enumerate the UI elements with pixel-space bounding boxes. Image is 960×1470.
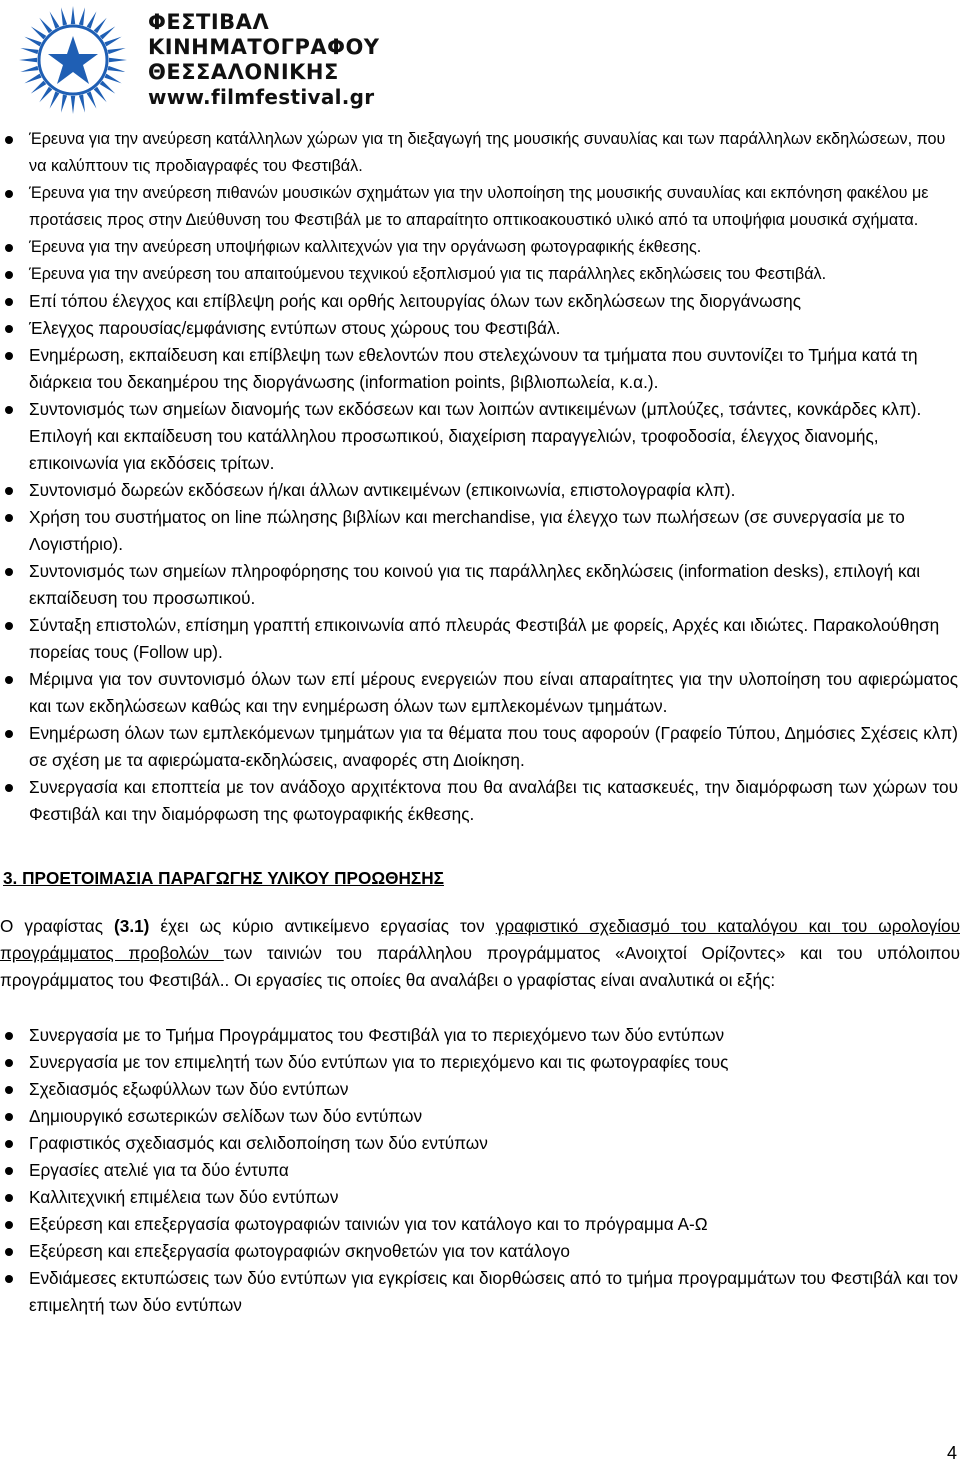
list-item: Γραφιστικός σχεδιασμός και σελιδοποίηση των δύο εντύπων xyxy=(0,1130,960,1157)
list-item: Επί τόπου έλεγχος και επίβλεψη ροής και ορθής λειτουργίας όλων των εκδηλώσεων της διοργάνωσης xyxy=(0,288,960,315)
list-item: Συνεργασία και εποπτεία με τον ανάδοχο αρχιτέκτονα που θα αναλάβει τις κατασκευές, την διαμόρφωση των χώρων του Φεστιβάλ και την διαμόρφωση της φωτογραφικής έκθεσης. xyxy=(0,774,960,828)
tasks-list xyxy=(0,126,960,828)
section-heading: 3. ΠΡΟΕΤΟΙΜΑΣΙΑ ΠΑΡΑΓΩΓΗΣ ΥΛΙΚΟΥ ΠΡΟΩΘΗΣΗΣ xyxy=(3,868,444,888)
logo-line-3: ΘΕΣΣΑΛΟΝΙΚΗΣ xyxy=(148,60,339,84)
list-item: Χρήση του συστήματος on line πώλησης βιβλίων και merchandise, για έλεγχο των πωλήσεων (σε συνεργασία με το Λογιστήριο). xyxy=(0,504,960,558)
list-item: Έλεγχος παρουσίας/εμφάνισης εντύπων στους χώρους του Φεστιβάλ. xyxy=(0,315,960,342)
list-item: Εξεύρεση και επεξεργασία φωτογραφιών ταινιών για τον κατάλογο και το πρόγραμμα Α-Ω xyxy=(0,1211,960,1238)
paragraph-ref: (3.1) xyxy=(114,916,150,936)
list-item: Καλλιτεχνική επιμέλεια των δύο εντύπων xyxy=(0,1184,960,1211)
list-item: Ενημέρωση, εκπαίδευση και επίβλεψη των εθελοντών που στελεχώνουν τα τμήματα που συντονίζει το Τμήμα κατά τη διάρκεια του δεκαημέρου της διοργάνωσης (information points, βιβλιοπωλεία, κ.α.). xyxy=(0,342,960,396)
list-item: Εξεύρεση και επεξεργασία φωτογραφιών σκηνοθετών για τον κατάλογο xyxy=(0,1238,960,1265)
list-item: Δημιουργικό εσωτερικών σελίδων των δύο εντύπων xyxy=(0,1103,960,1130)
designer-tasks-list xyxy=(0,1022,960,1319)
paragraph-underlined: γραφιστικό σχεδιασμό του καταλόγου και του ωρολογίου προγράμματος προβολών xyxy=(0,916,960,963)
page-number: 4 xyxy=(946,1443,957,1463)
list-item: Σύνταξη επιστολών, επίσημη γραπτή επικοινωνία από πλευράς Φεστιβάλ με φορείς, Αρχές και ιδιώτες. Παρακολούθηση πορείας τους (Follow up). xyxy=(0,612,960,666)
section-paragraph xyxy=(0,913,960,994)
document-body xyxy=(0,126,960,1319)
list-item: Ενδιάμεσες εκτυπώσεις των δύο εντύπων για εγκρίσεις και διορθώσεις από το τμήμα προγραμμάτων του Φεστιβάλ και τον επιμελητή των δύο εντύπων xyxy=(0,1265,960,1319)
list-item: Μέριμνα για τον συντονισμό όλων των επί μέρους ενεργειών που είναι απαραίτητες για την υλοποίηση του αφιερώματος και των εκδηλώσεων καθώς και την ενημέρωση όλων των εμπλεκομένων τμημάτων. xyxy=(0,666,960,720)
list-item: Σχεδιασμός εξωφύλλων των δύο εντύπων xyxy=(0,1076,960,1103)
logo-wordmark xyxy=(148,10,380,110)
list-item: Ενημέρωση όλων των εμπλεκόμενων τμημάτων για τα θέματα που τους αφορούν (Γραφείο Τύπου, Δημόσιες Σχέσεις κλπ) σε σχέση με τα αφιερώματα-εκδηλώσεις, αναφορές στη Διοίκηση. xyxy=(0,720,960,774)
list-item: Έρευνα για την ανεύρεση πιθανών μουσικών σχημάτων για την υλοποίηση της μουσικής συναυλίας και εκπόνηση φακέλου με προτάσεις προς στην Διεύθυνση του Φεστιβάλ με το απαραίτητο οπτικοακουστικό υλικό από τα υποψήφια μουσικά σχήματα. xyxy=(0,180,960,234)
festival-logo xyxy=(14,6,380,116)
list-item: Εργασίες ατελιέ για τα δύο έντυπα xyxy=(0,1157,960,1184)
list-item: Έρευνα για την ανεύρεση κατάλληλων χώρων για τη διεξαγωγή της μουσικής συναυλίας και των παράλληλων εκδηλώσεων, που να καλύπτουν τις προδιαγραφές του Φεστιβάλ. xyxy=(0,126,960,180)
list-item: Συντονισμό δωρεών εκδόσεων ή/και άλλων αντικειμένων (επικοινωνία, επιστολογραφία κλπ). xyxy=(0,477,960,504)
paragraph-text-2: έχει ως κύριο αντικείμενο εργασίας τον xyxy=(149,916,496,936)
paragraph-text-3: των ταινιών του παράλληλου προγράμματος «Ανοιχτοί Ορίζοντες» και του υπόλοιπου προγράμματος του Φεστιβάλ.. Οι εργασίες τις οποίες θα αναλάβει ο γραφίστας είναι αναλυτικά οι εξής: xyxy=(0,943,960,990)
logo-line-2: ΚΙΝΗΜΑΤΟΓΡΑΦΟΥ xyxy=(148,35,380,59)
list-item: Συντονισμός των σημείων διανομής των εκδόσεων και των λοιπών αντικειμένων (μπλούζες, τσάντες, κονκάρδες κλπ). Επιλογή και εκπαίδευση του κατάλληλου προσωπικού, διαχείριση παραγγελιών, τροφοδοσία, έλεγχος διανομής, επικοινωνία για εκδόσεις τρίτων. xyxy=(0,396,960,477)
list-item: Έρευνα για την ανεύρεση του απαιτούμενου τεχνικού εξοπλισμού για τις παράλληλες εκδηλώσεις του Φεστιβάλ. xyxy=(0,261,960,288)
list-item: Συνεργασία με το Τμήμα Προγράμματος του Φεστιβάλ για το περιεχόμενο των δύο εντύπων xyxy=(0,1022,960,1049)
paragraph-text-1: Ο γραφίστας xyxy=(0,916,115,936)
list-item: Συντονισμός των σημείων πληροφόρησης του κοινού για τις παράλληλες εκδηλώσεις (information desks), επιλογή και εκπαίδευση του προσωπικού. xyxy=(0,558,960,612)
logo-url: www.filmfestival.gr xyxy=(148,85,375,109)
list-item: Συνεργασία με τον επιμελητή των δύο εντύπων για το περιεχόμενο και τις φωτογραφίες τους xyxy=(0,1049,960,1076)
festival-logo-emblem-icon xyxy=(14,6,132,114)
logo-line-1: ΦΕΣΤΙΒΑΛ xyxy=(148,10,270,34)
list-item: Έρευνα για την ανεύρεση υποψήφιων καλλιτεχνών για την οργάνωση φωτογραφικής έκθεσης. xyxy=(0,234,960,261)
